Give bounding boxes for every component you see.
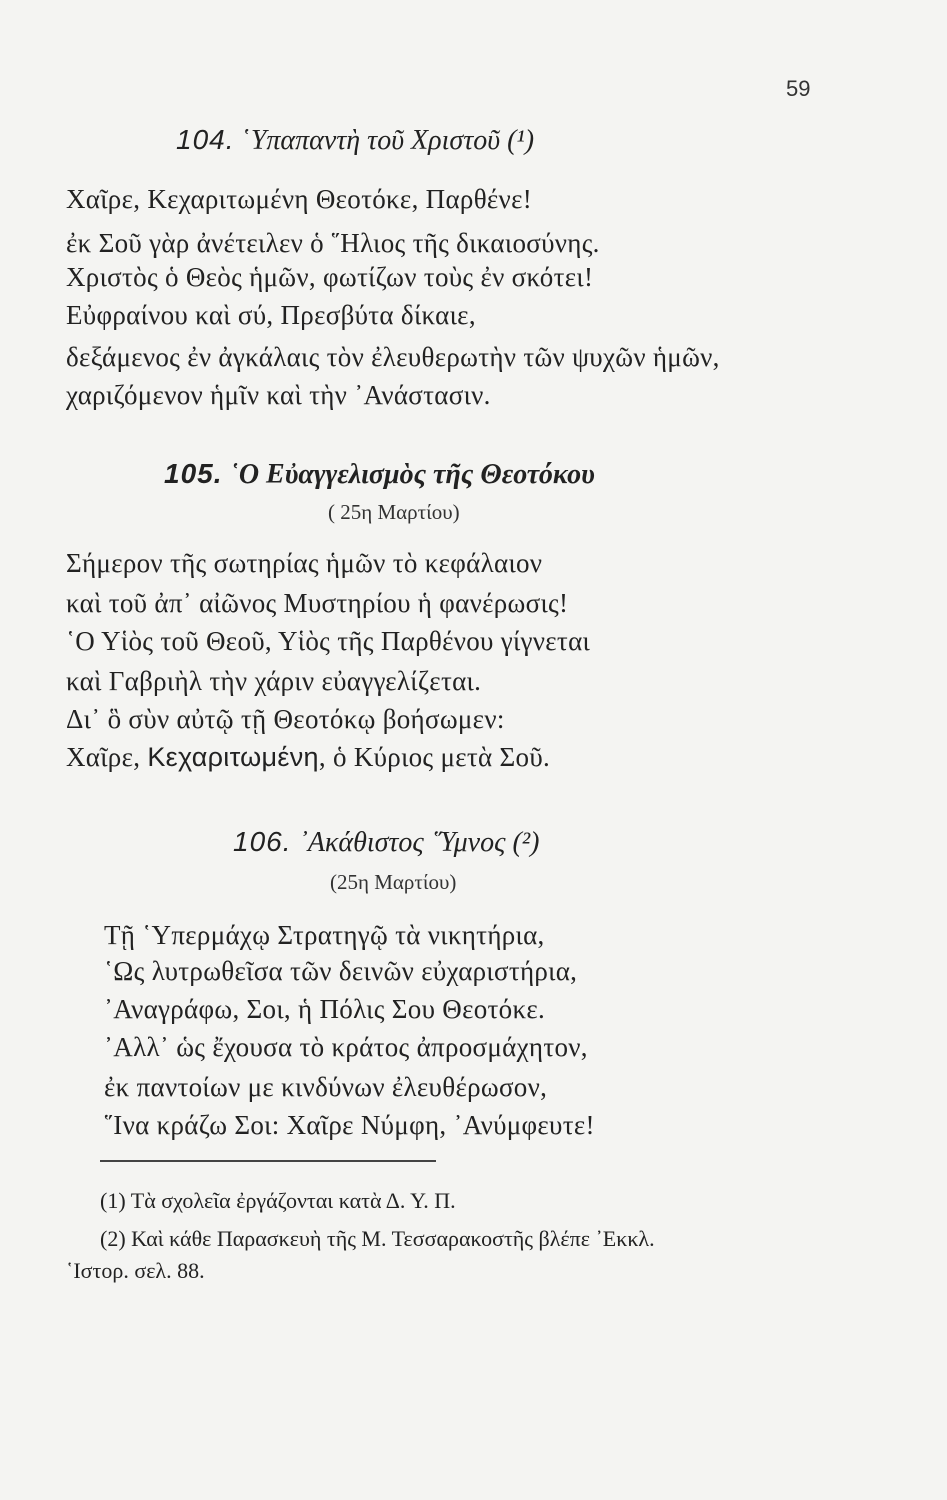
verse-line: καὶ Γαβριὴλ τὴν χάριν εὐαγγελίζεται. [66, 666, 482, 696]
section-104-heading [176, 124, 534, 157]
page-number: 59 [786, 76, 811, 101]
verse-line: χαριζόμενον ἡμῖν καὶ τὴν ᾽Ανάστασιν. [66, 380, 491, 410]
verse-line: Χριστὸς ὁ Θεὸς ἡμῶν, φωτίζων τοὺς ἐν σκότει! [66, 262, 594, 292]
verse-line: ᾽Αναγράφω, Σοι, ἡ Πόλις Σου Θεοτόκε. [104, 994, 546, 1024]
footnote-divider [100, 1160, 436, 1162]
footnote-mark: (¹) [507, 125, 535, 156]
verse-line: ῾Ως λυτρωθεῖσα τῶν δεινῶν εὐχαριστήρια, [104, 956, 578, 986]
footnote: (1) Τὰ σχολεῖα ἐργάζονται κατὰ Δ. Υ. Π. [100, 1188, 456, 1213]
section-title: ᾽Ακάθιστος ῞Υμνος [298, 827, 506, 858]
section-title: ῾Ο Εὐαγγελισμὸς τῆς Θεοτόκου [229, 459, 595, 490]
verse-line: καὶ τοῦ ἀπ᾽ αἰῶνος Μυστηρίου ἡ φανέρωσις! [66, 588, 569, 618]
verse-line: Εὐφραίνου καὶ σύ, Πρεσβύτα δίκαιε, [66, 300, 476, 330]
emphasis-word: Κεχαριτωμένη [147, 742, 319, 772]
verse-line: δεξάμενος ἐν ἀγκάλαις τὸν ἐλευθερωτὴν τῶν ψυχῶν ἡμῶν, [66, 342, 720, 372]
section-number: 104. [176, 124, 235, 155]
section-number: 105. [164, 458, 223, 489]
section-title: ῾Υπαπαντὴ τοῦ Χριστοῦ [241, 125, 501, 156]
verse-line-final [66, 742, 550, 773]
verse-line: ῞Ινα κράζω Σοι: Χαῖρε Νύμφη, ᾽Ανύμφευτε! [104, 1110, 595, 1140]
line-start: Χαῖρε, [66, 742, 148, 772]
section-105-heading [164, 458, 595, 491]
footnote-continuation: ῾Ιστορ. σελ. 88. [66, 1258, 205, 1283]
section-subtitle: (25η Μαρτίου) [330, 870, 457, 894]
section-106-heading [233, 826, 540, 859]
section-subtitle: ( 25η Μαρτίου) [328, 500, 460, 524]
verse-line: ἐκ Σοῦ γὰρ ἀνέτειλεν ὁ ῞Ηλιος τῆς δικαιοσύνης. [66, 228, 600, 258]
verse-line: Δι᾽ ὃ σὺν αὐτῷ τῇ Θεοτόκῳ βοήσωμεν: [66, 704, 505, 734]
verse-line: ἐκ παντοίων με κινδύνων ἐλευθέρωσον, [104, 1072, 548, 1102]
line-end: , ὁ Κύριος μετὰ Σοῦ. [318, 742, 551, 772]
verse-line: Χαῖρε, Κεχαριτωμένη Θεοτόκε, Παρθένε! [66, 184, 532, 214]
footnote: (2) Καὶ κάθε Παρασκευὴ τῆς Μ. Τεσσαρακοστῆς βλέπε ᾽Εκκλ. [100, 1226, 655, 1251]
verse-line: ῾Ο Υἱὸς τοῦ Θεοῦ, Υἱὸς τῆς Παρθένου γίγνεται [66, 626, 591, 656]
footnote-mark: (²) [512, 827, 540, 858]
section-number: 106. [233, 826, 292, 857]
verse-line: ᾽Αλλ᾽ ὡς ἔχουσα τὸ κράτος ἀπροσμάχητον, [104, 1032, 588, 1062]
verse-line: Τῇ ῾Υπερμάχῳ Στρατηγῷ τὰ νικητήρια, [104, 920, 545, 950]
verse-line: Σήμερον τῆς σωτηρίας ἡμῶν τὸ κεφάλαιον [66, 548, 543, 578]
